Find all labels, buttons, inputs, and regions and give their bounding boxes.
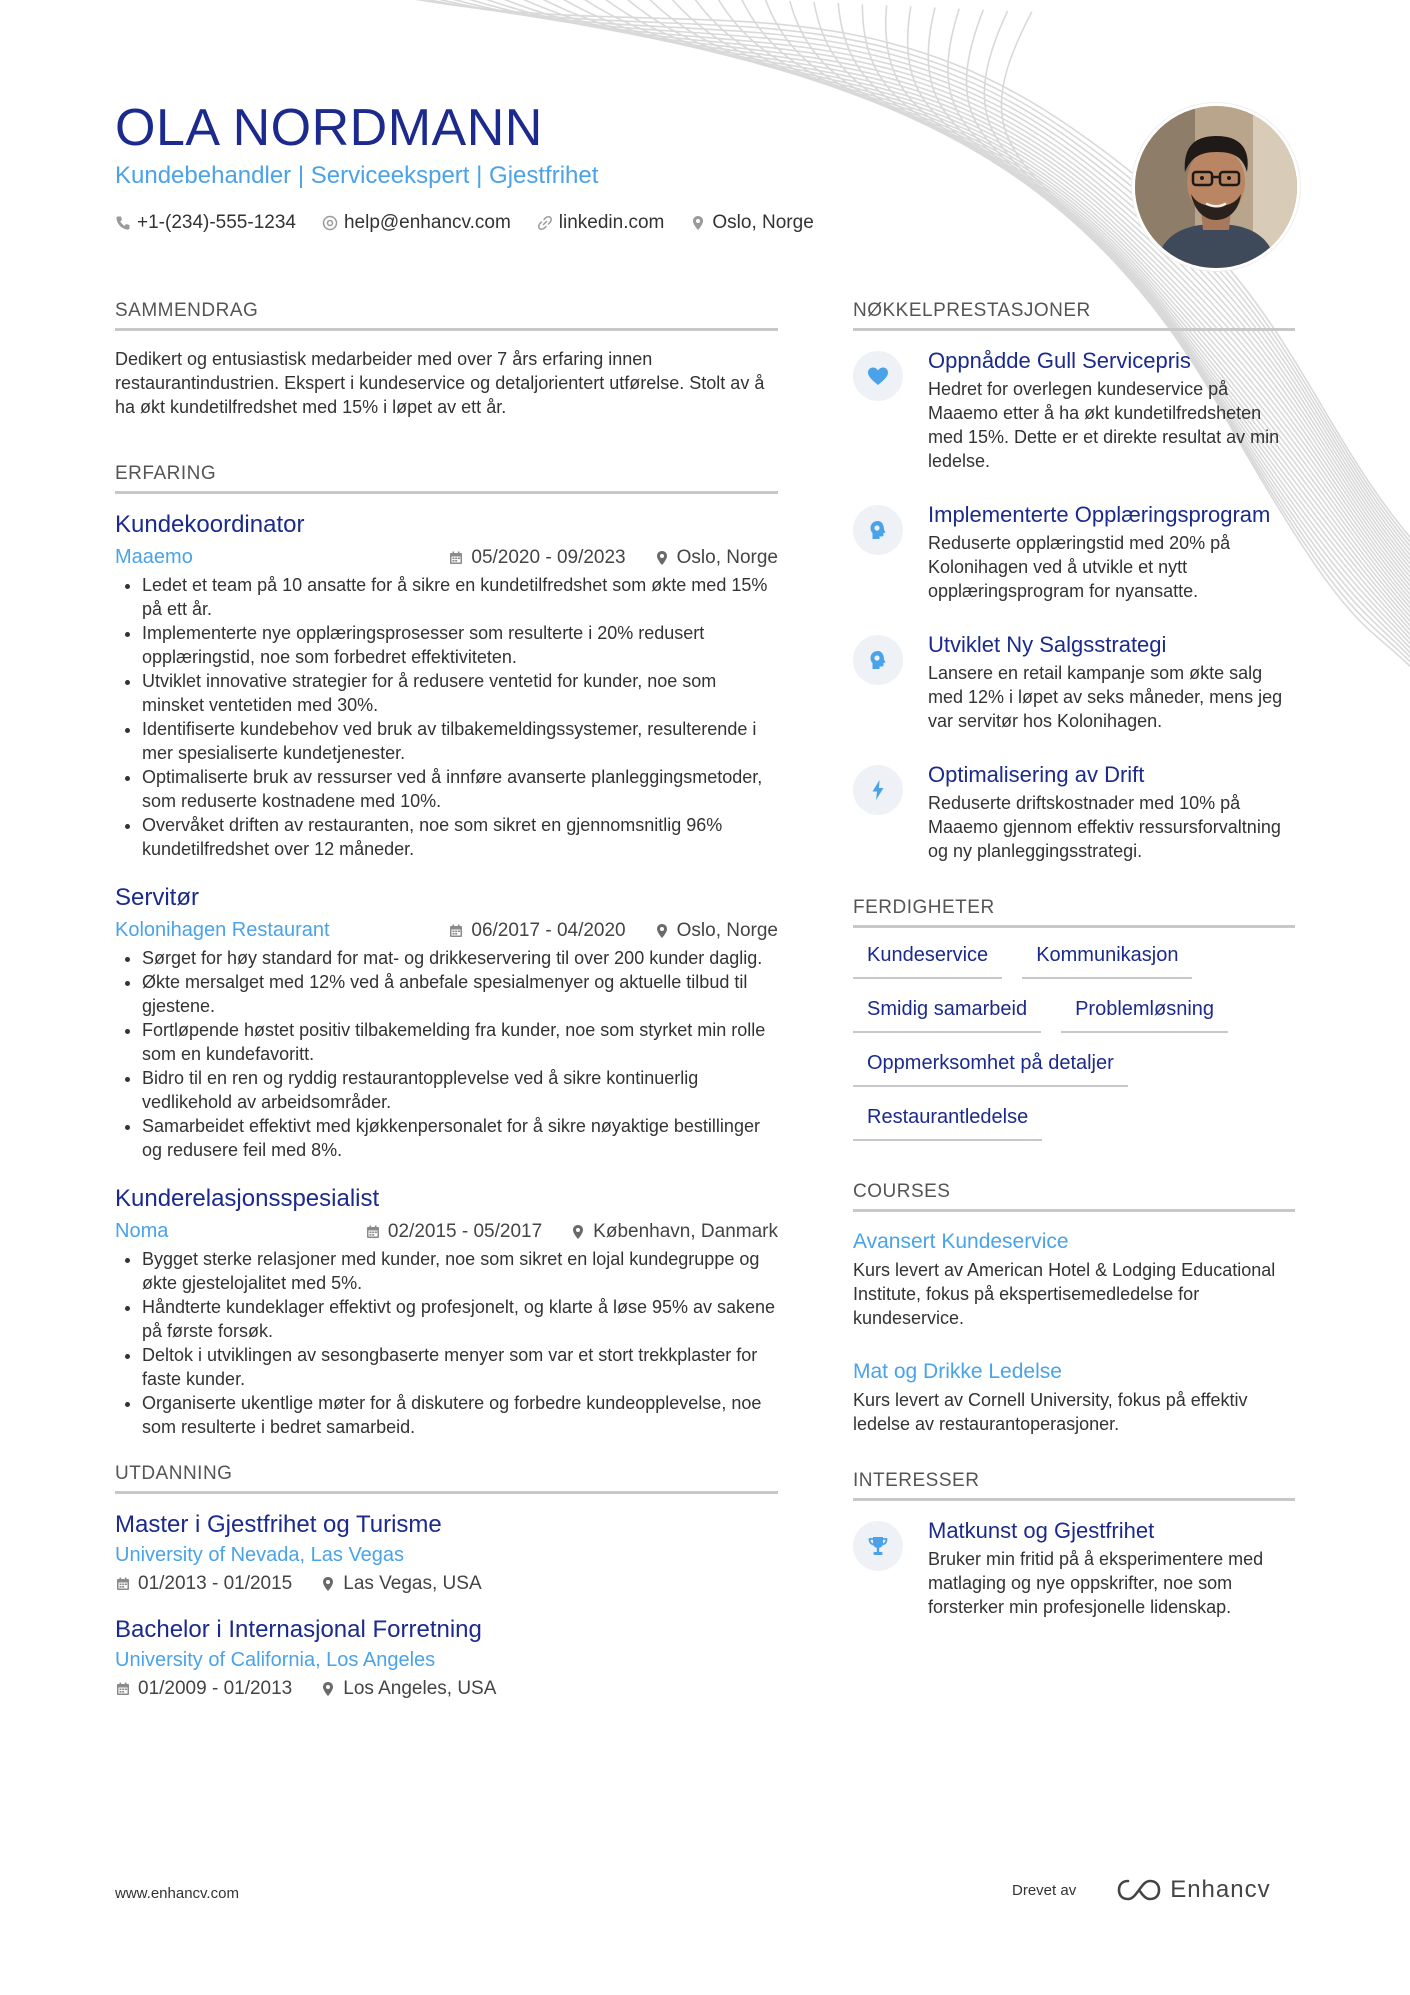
achievement-item-body (928, 347, 1295, 473)
contact-email[interactable] (322, 212, 511, 234)
courses-section (853, 1181, 1295, 1436)
location-pin-icon (570, 1224, 586, 1240)
resume-header (115, 98, 1115, 234)
achievements-section (853, 300, 1295, 863)
profile-photo (1132, 103, 1300, 271)
achievement-item-description: Reduserte driftskostnader med 10% på Maaemo gjennom effektiv ressursforvaltning og ny planleggingsstrategi. (928, 793, 1281, 861)
achievement-item (853, 761, 1295, 863)
heart-icon (853, 351, 903, 401)
job-entry (115, 1184, 778, 1439)
achievement-item-title: Utviklet Ny Salgsstrategi (928, 632, 1167, 657)
job-entry (115, 883, 778, 1162)
email-text: help@enhancv.com (343, 212, 511, 233)
education-heading: UTDANNING (115, 1463, 778, 1494)
contact-phone[interactable] (115, 212, 296, 234)
course-description: Kurs levert av American Hotel & Lodging Educational Institute, fokus på ekspertisemedledelse for kundeservice. (853, 1260, 1276, 1328)
bullet-item: • Sørget for høy standard for mat- og drikkeservering til over 200 kunder daglig. (142, 946, 778, 970)
education-section (115, 1463, 778, 1700)
job-meta (115, 919, 778, 942)
job-location-text: Oslo, Norge (676, 546, 778, 568)
education-location (320, 1678, 496, 1700)
contact-location (690, 212, 813, 234)
skills-list (853, 944, 1295, 1141)
interests-section (853, 1470, 1295, 1619)
job-title: Kunderelasjonsspesialist (115, 1185, 380, 1212)
powered-by-text: Drevet av (1012, 1881, 1077, 1899)
achievement-item (853, 631, 1295, 733)
head-icon (853, 505, 903, 555)
location-pin-icon (320, 1576, 336, 1592)
education-dates (115, 1678, 292, 1700)
contact-linkedin[interactable] (537, 212, 665, 234)
bullet-item: • Fortløpende høstet positiv tilbakemelding fra kunder, noe som styrket min rolle som en kundefavoritt. (142, 1018, 778, 1066)
right-column (853, 300, 1295, 1647)
calendar-icon (115, 1681, 131, 1697)
phone-icon (115, 215, 131, 231)
candidate-title: Kundebehandler | Serviceekspert | Gjestfrihet (115, 162, 599, 189)
location-pin-icon (690, 215, 706, 231)
job-location-text: København, Danmark (593, 1220, 778, 1242)
job-meta (115, 546, 778, 569)
company-name: Noma (115, 1220, 169, 1242)
interests-heading: INTERESSER (853, 1470, 1295, 1501)
calendar-icon (365, 1224, 381, 1240)
interests-list (853, 1517, 1295, 1619)
job-title: Servitør (115, 884, 199, 911)
degree-title: Master i Gjestfrihet og Turisme (115, 1511, 442, 1538)
achievement-item-title: Implementerte Opplæringsprogram (928, 502, 1271, 527)
footer-brand (1012, 1876, 1271, 1904)
location-pin-icon (654, 550, 670, 566)
job-location (654, 920, 778, 942)
experience-list (115, 510, 778, 1439)
education-entry (115, 1615, 778, 1700)
job-dates-text: 06/2017 - 04/2020 (471, 919, 626, 941)
achievements-heading: NØKKELPRESTASJONER (853, 300, 1295, 331)
enhancv-logo-icon (1116, 1877, 1162, 1903)
summary-heading: SAMMENDRAG (115, 300, 778, 331)
bullet-item: • Identifiserte kundebehov ved bruk av tilbakemeldingssystemer, resulterende i mer spesialiserte kundetjenester. (142, 717, 778, 765)
location-text: Oslo, Norge (712, 212, 814, 233)
interest-item (853, 1517, 1295, 1619)
interest-item-description: Bruker min fritid på å eksperimentere med matlaging og nye oppskrifter, noe som forsterker min profesjonelle lidenskap. (928, 1549, 1264, 1617)
education-location-text: Las Vegas, USA (343, 1573, 482, 1594)
job-dates-text: 02/2015 - 05/2017 (387, 1220, 543, 1242)
bullet-item: • Optimaliserte bruk av ressurser ved å innføre avanserte planleggingsmetoder, som reduserte kostnadene med 10%. (142, 765, 778, 813)
education-location (320, 1573, 481, 1595)
bullet-item: • Håndterte kundeklager effektivt og profesjonelt, og klarte å løse 95% av sakene på første forsøk. (142, 1295, 778, 1343)
job-entry (115, 510, 778, 861)
job-bullets (115, 573, 778, 861)
skills-section (853, 897, 1295, 1141)
summary-section (115, 300, 778, 419)
achievement-item-body (928, 761, 1295, 863)
job-bullets (115, 1247, 778, 1439)
enhancv-logo[interactable] (1116, 1876, 1270, 1904)
bullet-item: • Økte mersalget med 12% ved å anbefale spesialmenyer og aktuelle tilbud til gjestene. (142, 970, 778, 1018)
skill-tag: Oppmerksomhet på detaljer (853, 1052, 1128, 1087)
bullet-item: • Overvåket driften av restauranten, noe som sikret en gjennomsnitlig 96% kundetilfredshet over 12 måneder. (142, 813, 778, 861)
job-dates (365, 1221, 542, 1243)
job-meta (115, 1220, 778, 1243)
bullet-item: • Utviklet innovative strategier for å redusere ventetid for kunder, noe som minsket ventetiden med 30%. (142, 669, 778, 717)
link-icon (537, 215, 553, 231)
bullet-item: • Deltok i utviklingen av sesongbaserte menyer som var et stort trekkplaster for faste kunder. (142, 1343, 778, 1391)
skill-tag: Problemløsning (1061, 998, 1228, 1033)
achievement-item-title: Oppnådde Gull Servicepris (928, 348, 1191, 373)
degree-title: Bachelor i Internasjonal Forretning (115, 1616, 482, 1643)
course-title: Avansert Kundeservice (853, 1230, 1069, 1253)
job-bullets (115, 946, 778, 1162)
achievement-item-description: Reduserte opplæringstid med 20% på Kolonihagen ved å utvikle et nytt opplæringsprogram for nyansatte. (928, 533, 1231, 601)
course-description: Kurs levert av Cornell University, fokus på effektiv ledelse av restaurantoperasjoner. (853, 1390, 1248, 1434)
achievement-item-description: Lansere en retail kampanje som økte salg med 12% i løpet av seks måneder, mens jeg var servitør hos Kolonihagen. (928, 663, 1283, 731)
achievements-list (853, 347, 1295, 863)
courses-heading: COURSES (853, 1181, 1295, 1212)
education-location-text: Los Angeles, USA (343, 1678, 497, 1699)
bullet-item: • Samarbeidet effektivt med kjøkkenpersonalet for å sikre nøyaktige bestillinger og redusere feil med 8%. (142, 1114, 778, 1162)
skill-tag: Kommunikasjon (1022, 944, 1192, 979)
education-dates (115, 1573, 292, 1595)
linkedin-text: linkedin.com (558, 212, 665, 233)
achievement-item-title: Optimalisering av Drift (928, 762, 1145, 787)
at-icon (322, 215, 338, 231)
portrait-illustration (1135, 106, 1297, 268)
contact-row (115, 212, 1115, 234)
left-column (115, 300, 778, 1720)
skill-tag: Restaurantledelse (853, 1106, 1042, 1141)
school-name: University of California, Los Angeles (115, 1649, 436, 1671)
brand-text: Enhancv (1170, 1876, 1271, 1903)
candidate-name: OLA NORDMANN (115, 99, 543, 157)
job-dates (448, 547, 625, 569)
achievement-item-body (928, 631, 1295, 733)
bolt-icon (853, 765, 903, 815)
job-location (654, 547, 778, 569)
achievement-item-description: Hedret for overlegen kundeservice på Maaemo etter å ha økt kundetilfredsheten med 15%. Dette er et direkte resultat av min ledelse. (928, 379, 1280, 471)
experience-section (115, 463, 778, 1439)
skills-heading: FERDIGHETER (853, 897, 1295, 928)
calendar-icon (115, 1576, 131, 1592)
location-pin-icon (320, 1681, 336, 1697)
summary-text: Dedikert og entusiastisk medarbeider med over 7 års erfaring innen restaurantindustrien. Ekspert i kundeservice og detaljorientert utførelse. Stolt av å ha økt kundetilfredshet med 15% i løpet av ett år. (115, 349, 765, 417)
education-entry (115, 1510, 778, 1595)
education-dates-text: 01/2013 - 01/2015 (138, 1573, 293, 1594)
bullet-item: • Implementerte nye opplæringsprosesser som resulterte i 20% redusert opplæringstid, noe som forbedret effektiviteten. (142, 621, 778, 669)
skill-tag: Kundeservice (853, 944, 1002, 979)
phone-text: +1-(234)-555-1234 (137, 212, 296, 233)
school-name: University of Nevada, Las Vegas (115, 1544, 405, 1566)
trophy-icon (853, 1521, 903, 1571)
experience-heading: ERFARING (115, 463, 778, 494)
calendar-icon (448, 550, 464, 566)
education-dates-text: 01/2009 - 01/2013 (138, 1678, 293, 1699)
bullet-item: • Bidro til en ren og ryddig restaurantopplevelse ved å sikre kontinuerlig vedlikehold av arbeidsområder. (142, 1066, 778, 1114)
achievement-item (853, 501, 1295, 603)
company-name: Kolonihagen Restaurant (115, 919, 330, 941)
job-location-text: Oslo, Norge (676, 919, 778, 941)
education-meta (115, 1678, 778, 1700)
education-list (115, 1510, 778, 1700)
course-entry (853, 1358, 1295, 1436)
calendar-icon (448, 923, 464, 939)
achievement-item-body (928, 501, 1295, 603)
bullet-item: • Organiserte ukentlige møter for å diskutere og forbedre kundeopplevelse, noe som resulterte i bedret samarbeid. (142, 1391, 778, 1439)
job-dates (448, 920, 625, 942)
course-entry (853, 1228, 1295, 1330)
job-location (570, 1221, 778, 1243)
interest-item-body (928, 1517, 1295, 1619)
job-title: Kundekoordinator (115, 511, 305, 538)
location-pin-icon (654, 923, 670, 939)
head-icon (853, 635, 903, 685)
company-name: Maaemo (115, 546, 193, 568)
education-meta (115, 1573, 778, 1595)
skill-tag: Smidig samarbeid (853, 998, 1041, 1033)
course-title: Mat og Drikke Ledelse (853, 1360, 1062, 1383)
achievement-item (853, 347, 1295, 473)
footer-website[interactable]: www.enhancv.com (115, 1885, 239, 1902)
bullet-item: • Bygget sterke relasjoner med kunder, noe som sikret en lojal kundegruppe og økte gjestelojalitet med 5%. (142, 1247, 778, 1295)
bullet-item: • Ledet et team på 10 ansatte for å sikre en kundetilfredshet som økte med 15% på ett år. (142, 573, 778, 621)
job-dates-text: 05/2020 - 09/2023 (471, 546, 626, 568)
interest-item-title: Matkunst og Gjestfrihet (928, 1518, 1155, 1543)
courses-list (853, 1228, 1295, 1436)
